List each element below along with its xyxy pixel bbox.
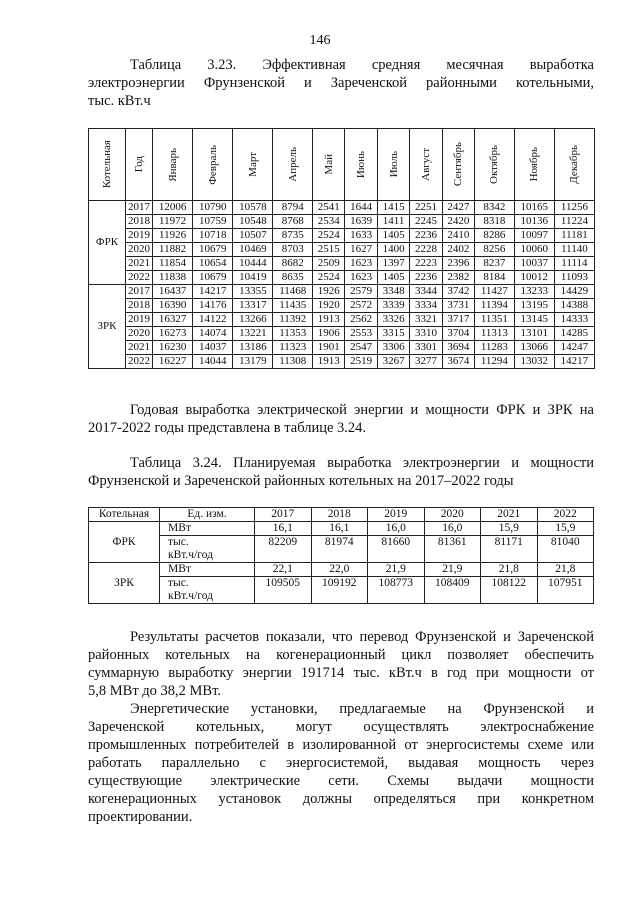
value-cell: 13186	[233, 341, 273, 355]
table-row	[89, 299, 595, 313]
value-cell: 10679	[193, 271, 233, 285]
table2-header-cell: 2017	[255, 508, 312, 522]
value-cell: 14217	[193, 285, 233, 299]
table-row	[89, 257, 595, 271]
power-value-cell: 21,9	[368, 563, 425, 577]
value-cell: 11394	[475, 299, 515, 313]
power-value-cell: 22,0	[311, 563, 368, 577]
value-cell: 2541	[313, 201, 345, 215]
value-cell: 1913	[313, 355, 345, 369]
value-cell: 11392	[273, 313, 313, 327]
value-cell: 14074	[193, 327, 233, 341]
table1-header-cell: Ноябрь	[514, 129, 554, 201]
value-cell: 11351	[475, 313, 515, 327]
value-cell: 8256	[475, 243, 515, 257]
table-row	[89, 563, 594, 577]
value-cell: 13266	[233, 313, 273, 327]
value-cell: 2524	[313, 229, 345, 243]
value-cell: 2410	[442, 229, 474, 243]
year-cell: 2021	[126, 257, 153, 271]
table1-header-cell: Январь	[153, 129, 193, 201]
page-number: 146	[309, 33, 331, 48]
value-cell: 2245	[410, 215, 442, 229]
value-cell: 2572	[345, 299, 377, 313]
table-row	[89, 355, 595, 369]
value-cell: 11926	[153, 229, 193, 243]
value-cell: 14217	[554, 355, 594, 369]
energy-value-cell: 108409	[424, 577, 481, 604]
table1-header-row	[89, 129, 595, 201]
power-value-cell: 16,1	[255, 522, 312, 536]
value-cell: 11313	[475, 327, 515, 341]
value-cell: 2396	[442, 257, 474, 271]
table-row	[89, 229, 595, 243]
energy-value-cell: 81660	[368, 536, 425, 563]
table1-header-cell: Апрель	[273, 129, 313, 201]
value-cell: 10469	[233, 243, 273, 257]
table-row	[89, 577, 594, 604]
energy-value-cell: 109192	[311, 577, 368, 604]
table2-header-row	[89, 508, 594, 522]
energy-installations-paragraph: Энергетические установки, предлагаемые на Фрунзенской и Зареченской котельных, могут осуществлять электроснабжение промышленных потребителей в изолированной от энергосистемы схеме или работать параллельно с энергосистемой, выдавая мощность через существующие электрические сети. Схемы выдачи мощности когенерационных установок должны определяться при конкретном проектировании.	[88, 701, 594, 825]
value-cell: 1639	[345, 215, 377, 229]
value-cell: 16437	[153, 285, 193, 299]
value-cell: 3315	[377, 327, 409, 341]
value-cell: 1623	[345, 271, 377, 285]
power-value-cell: 15,9	[481, 522, 538, 536]
table1-header-cell: Котельная	[89, 129, 126, 201]
power-value-cell: 15,9	[537, 522, 594, 536]
value-cell: 16227	[153, 355, 193, 369]
boiler-name-cell: ЗРК	[89, 285, 126, 369]
value-cell: 11308	[273, 355, 313, 369]
value-cell: 14044	[193, 355, 233, 369]
annual-output-table	[88, 507, 594, 604]
value-cell: 14429	[554, 285, 594, 299]
value-cell: 1627	[345, 243, 377, 257]
table-row	[89, 313, 595, 327]
table-row	[89, 201, 595, 215]
value-cell: 14122	[193, 313, 233, 327]
value-cell: 2236	[410, 271, 442, 285]
energy-value-cell: 81361	[424, 536, 481, 563]
table2-header-cell: 2019	[368, 508, 425, 522]
boiler-name-cell: ЗРК	[89, 563, 160, 604]
value-cell: 2427	[442, 201, 474, 215]
value-cell: 3742	[442, 285, 474, 299]
value-cell: 14247	[554, 341, 594, 355]
value-cell: 13355	[233, 285, 273, 299]
value-cell: 1623	[345, 257, 377, 271]
value-cell: 2515	[313, 243, 345, 257]
value-cell: 13221	[233, 327, 273, 341]
power-value-cell: 16,0	[424, 522, 481, 536]
value-cell: 3717	[442, 313, 474, 327]
value-cell: 8768	[273, 215, 313, 229]
power-value-cell: 21,9	[424, 563, 481, 577]
year-cell: 2022	[126, 355, 153, 369]
unit-cell: тыс. кВт.ч/год	[160, 536, 255, 563]
value-cell: 1411	[377, 215, 409, 229]
value-cell: 10037	[514, 257, 554, 271]
value-cell: 2524	[313, 271, 345, 285]
table1-header-cell: Год	[126, 129, 153, 201]
table2-header-cell: 2018	[311, 508, 368, 522]
value-cell: 14388	[554, 299, 594, 313]
value-cell: 13195	[514, 299, 554, 313]
unit-cell: МВт	[160, 563, 255, 577]
value-cell: 16273	[153, 327, 193, 341]
value-cell: 11323	[273, 341, 313, 355]
value-cell: 11882	[153, 243, 193, 257]
table-row	[89, 243, 595, 257]
value-cell: 10060	[514, 243, 554, 257]
value-cell: 10718	[193, 229, 233, 243]
value-cell: 10136	[514, 215, 554, 229]
value-cell: 10578	[233, 201, 273, 215]
year-cell: 2020	[126, 243, 153, 257]
value-cell: 14037	[193, 341, 233, 355]
value-cell: 1405	[377, 271, 409, 285]
value-cell: 1926	[313, 285, 345, 299]
unit-cell: тыс. кВт.ч/год	[160, 577, 255, 604]
year-cell: 2021	[126, 341, 153, 355]
value-cell: 13032	[514, 355, 554, 369]
value-cell: 3306	[377, 341, 409, 355]
value-cell: 11093	[554, 271, 594, 285]
value-cell: 2519	[345, 355, 377, 369]
value-cell: 8682	[273, 257, 313, 271]
value-cell: 11353	[273, 327, 313, 341]
table1-header-cell: Декабрь	[554, 129, 594, 201]
value-cell: 1415	[377, 201, 409, 215]
value-cell: 13145	[514, 313, 554, 327]
value-cell: 1397	[377, 257, 409, 271]
value-cell: 14176	[193, 299, 233, 313]
table-row	[89, 215, 595, 229]
boiler-name-cell: ФРК	[89, 522, 160, 563]
table-row	[89, 271, 595, 285]
energy-value-cell: 81171	[481, 536, 538, 563]
year-cell: 2019	[126, 229, 153, 243]
value-cell: 14285	[554, 327, 594, 341]
value-cell: 8735	[273, 229, 313, 243]
value-cell: 2420	[442, 215, 474, 229]
value-cell: 2382	[442, 271, 474, 285]
value-cell: 11256	[554, 201, 594, 215]
table1-header-cell: Июнь	[345, 129, 377, 201]
year-cell: 2019	[126, 313, 153, 327]
year-cell: 2017	[126, 201, 153, 215]
energy-value-cell: 108773	[368, 577, 425, 604]
energy-value-cell: 82209	[255, 536, 312, 563]
monthly-output-table	[88, 128, 595, 369]
value-cell: 3267	[377, 355, 409, 369]
year-cell: 2020	[126, 327, 153, 341]
value-cell: 10165	[514, 201, 554, 215]
value-cell: 2223	[410, 257, 442, 271]
value-cell: 11224	[554, 215, 594, 229]
value-cell: 8286	[475, 229, 515, 243]
boiler-name-cell: ФРК	[89, 201, 126, 285]
value-cell: 10507	[233, 229, 273, 243]
value-cell: 2402	[442, 243, 474, 257]
value-cell: 3334	[410, 299, 442, 313]
value-cell: 16390	[153, 299, 193, 313]
value-cell: 2562	[345, 313, 377, 327]
table-row	[89, 341, 595, 355]
value-cell: 8794	[273, 201, 313, 215]
value-cell: 13101	[514, 327, 554, 341]
value-cell: 11468	[273, 285, 313, 299]
value-cell: 3321	[410, 313, 442, 327]
value-cell: 3674	[442, 355, 474, 369]
value-cell: 1644	[345, 201, 377, 215]
value-cell: 2236	[410, 229, 442, 243]
value-cell: 16327	[153, 313, 193, 327]
value-cell: 2251	[410, 201, 442, 215]
energy-value-cell: 109505	[255, 577, 312, 604]
power-value-cell: 16,1	[311, 522, 368, 536]
power-value-cell: 21,8	[537, 563, 594, 577]
value-cell: 1913	[313, 313, 345, 327]
value-cell: 10097	[514, 229, 554, 243]
value-cell: 1633	[345, 229, 377, 243]
value-cell: 11294	[475, 355, 515, 369]
value-cell: 13317	[233, 299, 273, 313]
value-cell: 1400	[377, 243, 409, 257]
value-cell: 3326	[377, 313, 409, 327]
value-cell: 8237	[475, 257, 515, 271]
value-cell: 11435	[273, 299, 313, 313]
year-cell: 2018	[126, 299, 153, 313]
year-cell: 2018	[126, 215, 153, 229]
value-cell: 14333	[554, 313, 594, 327]
value-cell: 3310	[410, 327, 442, 341]
energy-value-cell: 81974	[311, 536, 368, 563]
table1-header-cell: Сентябрь	[442, 129, 474, 201]
value-cell: 8703	[273, 243, 313, 257]
year-cell: 2022	[126, 271, 153, 285]
energy-value-cell: 107951	[537, 577, 594, 604]
value-cell: 10790	[193, 201, 233, 215]
table-row	[89, 522, 594, 536]
value-cell: 11427	[475, 285, 515, 299]
value-cell: 2509	[313, 257, 345, 271]
table2-header-cell: 2021	[481, 508, 538, 522]
value-cell: 2534	[313, 215, 345, 229]
value-cell: 11181	[554, 229, 594, 243]
power-value-cell: 21,8	[481, 563, 538, 577]
value-cell: 12006	[153, 201, 193, 215]
value-cell: 13066	[514, 341, 554, 355]
energy-value-cell: 108122	[481, 577, 538, 604]
value-cell: 2579	[345, 285, 377, 299]
value-cell: 3704	[442, 327, 474, 341]
value-cell: 13233	[514, 285, 554, 299]
value-cell: 2547	[345, 341, 377, 355]
table2-header-cell: 2022	[537, 508, 594, 522]
value-cell: 1901	[313, 341, 345, 355]
value-cell: 3344	[410, 285, 442, 299]
value-cell: 10679	[193, 243, 233, 257]
value-cell: 8342	[475, 201, 515, 215]
value-cell: 10012	[514, 271, 554, 285]
value-cell: 3339	[377, 299, 409, 313]
table-row	[89, 536, 594, 563]
table1-header-cell: Март	[233, 129, 273, 201]
value-cell: 3277	[410, 355, 442, 369]
value-cell: 10444	[233, 257, 273, 271]
value-cell: 10759	[193, 215, 233, 229]
value-cell: 2228	[410, 243, 442, 257]
unit-cell: МВт	[160, 522, 255, 536]
table1-header-cell: Август	[410, 129, 442, 201]
value-cell: 11972	[153, 215, 193, 229]
value-cell: 3694	[442, 341, 474, 355]
value-cell: 11838	[153, 271, 193, 285]
value-cell: 10654	[193, 257, 233, 271]
table1-header-cell: Июль	[377, 129, 409, 201]
value-cell: 11114	[554, 257, 594, 271]
table-row	[89, 327, 595, 341]
value-cell: 1405	[377, 229, 409, 243]
results-paragraph: Результаты расчетов показали, что перевод Фрунзенской и Зареченской районных котельных на когенерационный цикл позволяет обеспечить суммарную выработку энергии 191714 тыс. кВт.ч в год при мощности от 5,8 МВт до 38,2 МВт.	[88, 629, 594, 699]
value-cell: 8318	[475, 215, 515, 229]
energy-value-cell: 81040	[537, 536, 594, 563]
year-cell: 2017	[126, 285, 153, 299]
table2-caption: Таблица 3.24. Планируемая выработка электроэнергии и мощности Фрунзенской и Зареченской районных котельных на 2017–2022 годы	[88, 455, 594, 489]
value-cell: 3301	[410, 341, 442, 355]
power-value-cell: 22,1	[255, 563, 312, 577]
table2-header-cell: Котельная	[89, 508, 160, 522]
table1-header-cell: Май	[313, 129, 345, 201]
value-cell: 10419	[233, 271, 273, 285]
value-cell: 16230	[153, 341, 193, 355]
value-cell: 10548	[233, 215, 273, 229]
intro-paragraph: Годовая выработка электрической энергии и мощности ФРК и ЗРК на 2017-2022 годы представлена в таблице 3.24.	[88, 402, 594, 436]
value-cell: 2553	[345, 327, 377, 341]
table2-header-cell: 2020	[424, 508, 481, 522]
value-cell: 3348	[377, 285, 409, 299]
value-cell: 3731	[442, 299, 474, 313]
table1-caption: Таблица 3.23. Эффективная средняя месячная выработка электроэнергии Фрунзенской и Зареченской районными котельными, тыс. кВт.ч	[88, 57, 594, 109]
value-cell: 1906	[313, 327, 345, 341]
value-cell: 8635	[273, 271, 313, 285]
value-cell: 1920	[313, 299, 345, 313]
value-cell: 8184	[475, 271, 515, 285]
value-cell: 13179	[233, 355, 273, 369]
table-row	[89, 285, 595, 299]
power-value-cell: 16,0	[368, 522, 425, 536]
table1-header-cell: Февраль	[193, 129, 233, 201]
table2-header-cell: Ед. изм.	[160, 508, 255, 522]
value-cell: 11140	[554, 243, 594, 257]
value-cell: 11283	[475, 341, 515, 355]
value-cell: 11854	[153, 257, 193, 271]
table1-header-cell: Октябрь	[475, 129, 515, 201]
